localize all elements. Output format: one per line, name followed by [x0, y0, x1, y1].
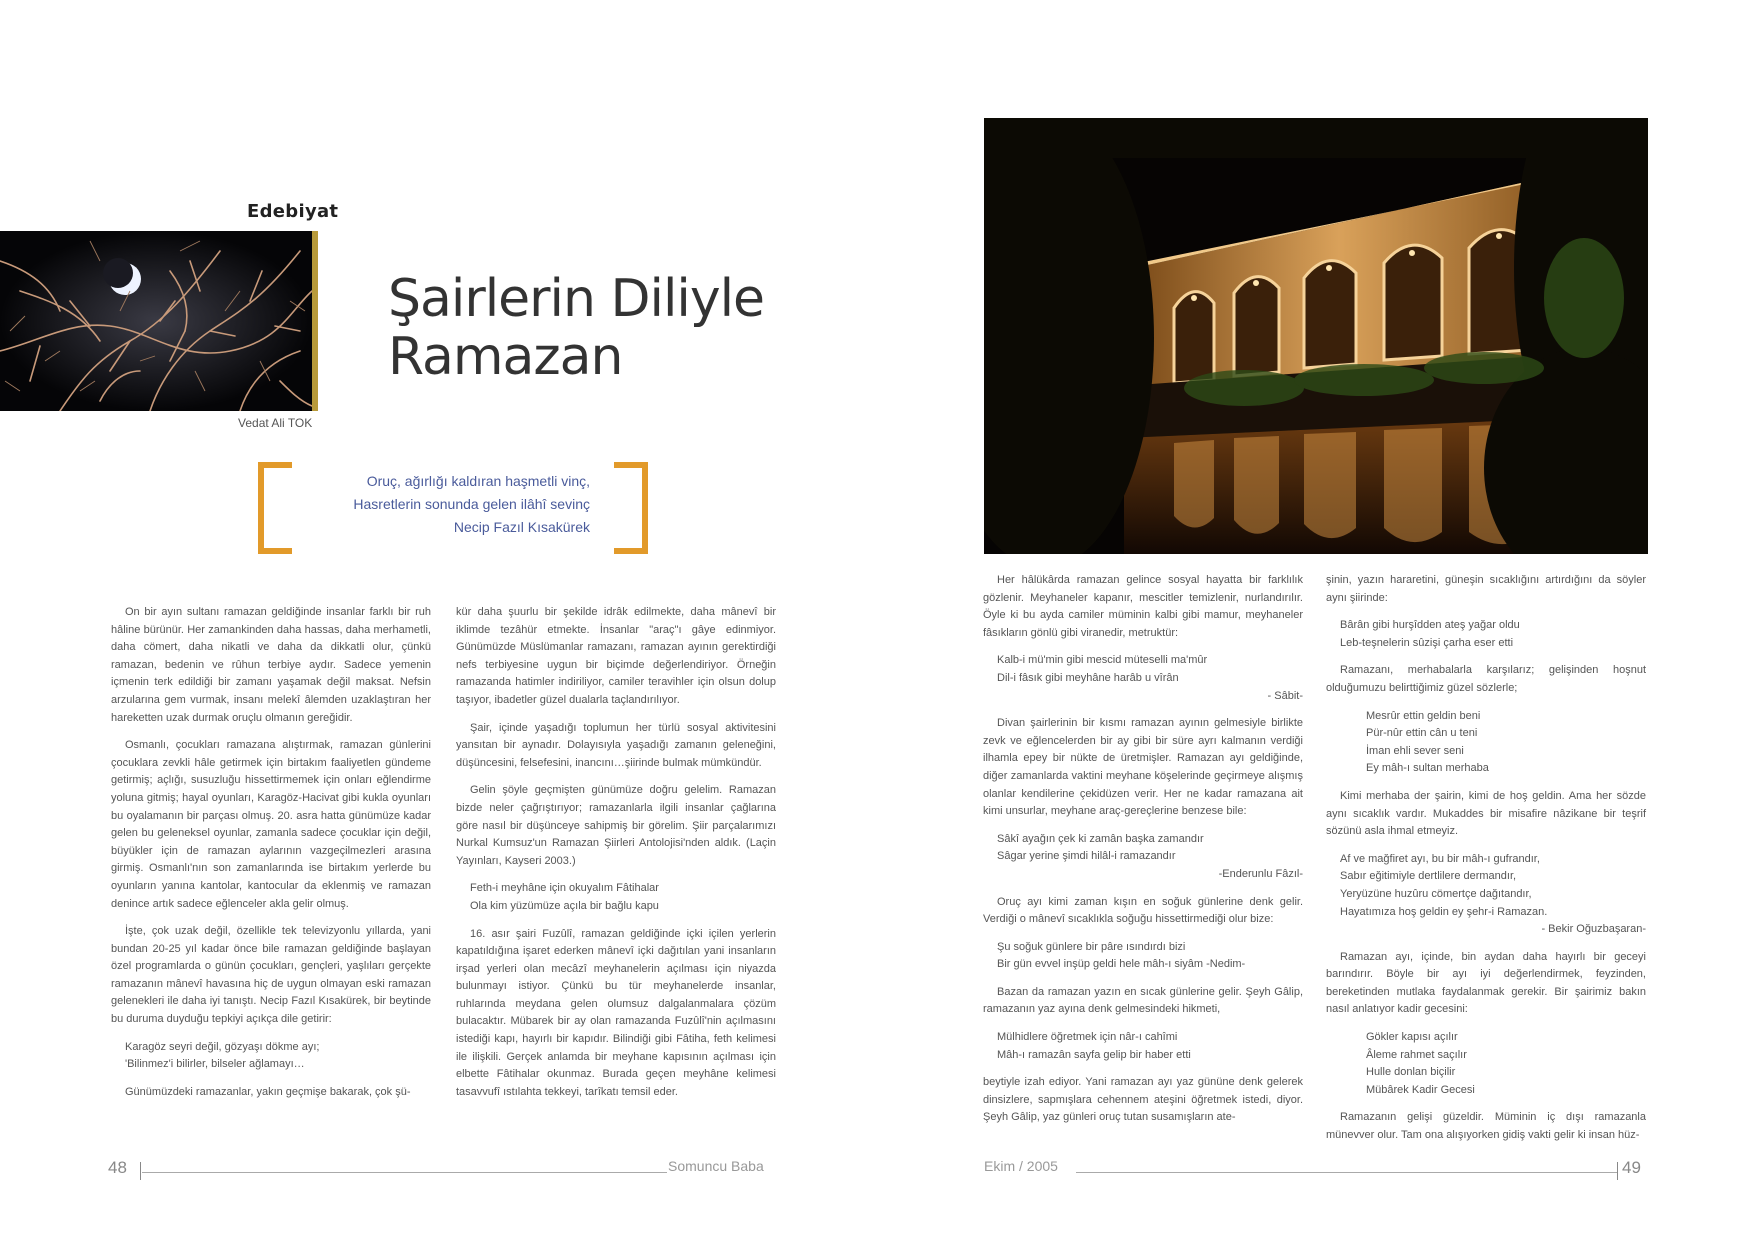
verse-line: İman ehli sever seni — [1366, 744, 1464, 757]
paragraph: Kimi merhaba der şairin, kimi de hoş geldin. Ama her sözde aynı sıcaklık vardır. Mukaddes bir misafire nâzikane bir teşrif sözünü asla ihmal etmeyiz. — [1326, 789, 1646, 838]
quote-attribution: Necip Fazıl Kısakürek — [453, 519, 590, 535]
section-label: Edebiyat — [247, 201, 339, 222]
verse-block — [1326, 708, 1646, 778]
verse-line: Feth-i meyhâne için okuyalım Fâtihalar — [470, 882, 659, 895]
quote-bracket-left — [258, 462, 292, 554]
paragraph: Bazan da ramazan yazın en sıcak günlerine gelir. Şeyh Gâlip, ramazanın yaz ayına denk gelmesindeki hikmeti, — [983, 985, 1303, 1016]
paragraph: On bir ayın sultanı ramazan geldiğinde insanlar farklı bir ruh hâline bürünür. Her zamankinden daha hassas, daha merhametli, daha cömert, daha nikatli ve daha da dikkatli olur, çünkü ramazan, bedenin ve rûhun terbiye aydır. Sadece yemenin içmenin terk edildiği bir zamanı yaşamak değil maksat. Nefsin arzularına gem vurmak, insanı melekî âlemden uzaklaştıran her hareketten uzak durmak oruçlu olmanın gereğidir. — [111, 606, 431, 724]
article-title — [388, 270, 764, 386]
crescent-moon-illustration — [0, 231, 312, 411]
epigraph-quote — [300, 470, 590, 539]
paragraph: Günümüzdeki ramazanlar, yakın geçmişe bakarak, çok şü- — [125, 1085, 411, 1098]
verse-line: Dil-i fâsık gibi meyhâne harâb u vîrân — [997, 671, 1179, 684]
verse-line: Mesrûr ettin geldin beni — [1366, 709, 1481, 722]
quote-line-2: Hasretlerin sonunda gelen ilâhî sevinç — [353, 496, 590, 512]
paragraph: İşte, çok uzak değil, özellikle tek televizyonlu yıllarda, yani bundan 20-25 yıl kadar önce bile ramazan geldiğinde başlayan özel programlarda o günün çocukları, gençleri, yaşlıları gerçekte ramazanın mânevî havasına hiç de uygun olmayan eski ramazan gelenekleri ile daha iyi tanıştı. Necip Fazıl Kısakürek, bir beytinde bu duruma duyduğu tepkiyi açıkça dile getirir: — [111, 925, 431, 1026]
issue-date: Ekim / 2005 — [984, 1158, 1058, 1174]
paragraph: beytiyle izah ediyor. Yani ramazan ayı yaz gününe denk gelerek dinsizlere, sapmışlara cehennem ateşini öğretmek istedi, diyor. Şeyh Gâlip, yaz günleri oruç tutan susamışların ate- — [983, 1076, 1303, 1124]
text-column-4 — [1326, 572, 1646, 1155]
paragraph: kür daha şuurlu bir şekilde idrâk edilmekte, daha mânevî bir iklimde tezâhür etmekte. İnsanlar "araç"ı gâye edinmiyor. Günümüzde Müslümanlar ramazanı, ramazan ayının gerektirdiği nefs terbiyesine uygun bir biçimde değerlendiriyor. Örneğin ramazanda hatimler indiriliyor, camiler teravihler için olsun dolup taşıyor, ibadetler güzel dualarla taçlandırılıyor. — [456, 606, 776, 706]
footer-rule — [1076, 1172, 1617, 1173]
verse-line: Ola kim yüzümüze açıla bir bağlu kapu — [470, 899, 659, 912]
paragraph: Her hâlükârda ramazan gelince sosyal hayatta bir farklılık gözlenir. Meyhaneler kapanır, mescitler temizlenir, nurlandırılır. Öyle ki bu ayda camiler müminin kalbi gibi mamur, meyhaneler fâsıkların gönlü gibi viranedir, metruktür: — [983, 574, 1303, 639]
verse-line: Şu soğuk günlere bir pâre ısındırdı bizi — [997, 940, 1186, 953]
verse-line: Pür-nûr ettin cân u teni — [1366, 727, 1478, 740]
mosque-night-photo — [984, 118, 1648, 554]
paragraph: 16. asır şairi Fuzûlî, ramazan geldiğinde içki içilen yerlerin kapatıldığına işaret ederken mânevî içki dağıtılan yani insanların irşad yerleri olan mecâzî meyhanelerin açılması için niyazda bulunmayı istiyor. Çünkü bu tür meyhanelerde insanlar, ruhlarında meydana gelen olumsuz dalgalanmalara çözüm bulacaktır. Mübarek bir ay olan ramazanda Fuzûlî'nin açılmasını istediği kapı, hayırlı bir kapıdır. Bilindiği gibi Fâtiha, feth kelimesi ile ilişkili. Gerçek anlamda bir meyhane kapısının açılması için elbette Fâtihalar okunmaz. Burada geçen meyhâne kelimesi tasavvufî ıstılahta tekkeyi, tarîkatı temsil eder. — [456, 927, 776, 1098]
verse-line: Karagöz seyri değil, gözyaşı dökme ayı; — [125, 1040, 320, 1053]
verse-line: Af ve mağfiret ayı, bu bir mâh-ı gufrandır, — [1340, 852, 1540, 865]
verse-line: 'Bilinmez'i bilirler, bilseler ağlamayı… — [125, 1058, 305, 1071]
footer-rule — [142, 1172, 667, 1173]
title-line-2: Ramazan — [388, 327, 623, 387]
verse-line: Gökler kapısı açılır — [1366, 1031, 1458, 1044]
verse-block — [1326, 851, 1646, 939]
magazine-name: Somuncu Baba — [668, 1158, 764, 1174]
verse-block — [983, 939, 1303, 974]
paragraph: Şair, içinde yaşadığı toplumun her türlü sosyal aktivitesini yansıtan bir aynadır. Dolayısıyla yaşadığı zamanın geleneğini, düşüncesini, felsefesini, inancını…şiirinde bulmak mümkündür. — [456, 721, 776, 769]
verse-line: Bârân gibi hurşîdden ateş yağar oldu — [1340, 619, 1520, 632]
verse-attribution: - Sâbit- — [1267, 689, 1303, 702]
verse-block — [983, 652, 1303, 705]
footer-divider — [1617, 1162, 1618, 1180]
paragraph: Divan şairlerinin bir kısmı ramazan ayının gelmesiyle birlikte zevk ve eğlencelerden bir ay gibi bir süre ayrı kalmanın verdiği ilhamla epey bir nükte de üretmişler. Ramazan ayı geldiğinde, diğer zamanlarda vaktini meyhane köşelerinde geçirmeye alışmış olanlar kendilerine çekidüzen verir. Her ne kadar ramazana ait kimi unsurlar, meyhane araç-gereçlerine benzese bile: — [983, 717, 1303, 818]
verse-block — [983, 1029, 1303, 1064]
paragraph: Ramazanın gelişi güzeldir. Müminin iç dışı ramazanla münevver olur. Tam ona alışıyorken gidiş vakti gelir ki insan hüz- — [1326, 1111, 1646, 1142]
verse-block — [1326, 617, 1646, 652]
verse-line: Yeryüzüne huzûru cömertçe dağıtandır, — [1340, 887, 1532, 900]
verse-line: Hulle donlan biçilir — [1366, 1066, 1456, 1079]
verse-attribution: -Enderunlu Fâzıl- — [1218, 867, 1303, 880]
paragraph: Osmanlı, çocukları ramazana alıştırmak, ramazan günlerini çocuklara zevkli hâle getirmek için birtakım faaliyetlen gündeme getirmiş; açlığı, susuzluğu hissettirmemek için onları eğlendirme yoluna gitmiş; hayal oyunları, Karagöz-Hacivat gibi kukla oyunları bu oyalamanın bir parçası olmuş. 20. asra hatta günümüze kadar gelen bu geleneksel oyunlar, zamanla sadece çocuklar için değil, büyükler için de ramazan aylarının vazgeçilmezleri arasına girmiş. Osmanlı'nın son zamanlarında ise birtakım yerlerde bu oyunların yanına kantolar, kantocular da eklenmiş ve ramazan denince artık sadece eğlenceler akla gelir olmuş. — [111, 739, 431, 910]
verse-line: Ey mâh-ı sultan merhaba — [1366, 762, 1489, 775]
text-column-2 — [456, 604, 776, 1111]
page-number-left: 48 — [108, 1158, 127, 1177]
paragraph: Ramazan ayı, içinde, bin aydan daha hayırlı bir geceyi barındırır. Böyle bir ayı iyi değerlendirmek, feyzinden, bereketinden mutlaka faydalanmak gerekir. Bir şairimiz bakın nasıl anlatıyor kadir gecesini: — [1326, 950, 1646, 1016]
verse-line: Mübârek Kadir Gecesi — [1366, 1083, 1475, 1096]
verse-line: Âleme rahmet saçılır — [1366, 1048, 1467, 1061]
paragraph: Gelin şöyle geçmişten günümüze doğru gelelim. Ramazan bizde neler çağrıştırıyor; ramazanlarla ilgili insanlar çağlarına göre nasıl bir düşünceye sahipmiş bir görelim. Şiir parçalarımızı Nurkal Kumsuz'un Ramazan Şiirleri Antolojisi'nden aldık. (Laçin Yayınları, Kayseri 2003.) — [456, 784, 776, 867]
verse-line: Kalb-i mü'min gibi mescid müteselli ma'mûr — [997, 654, 1208, 667]
verse-attribution: - Bekir Oğuzbaşaran- — [1541, 923, 1646, 936]
verse-line: Mâh-ı ramazân sayfa gelip bir haber etti — [997, 1048, 1191, 1061]
illuminated-building-illustration — [984, 118, 1648, 554]
text-column-3 — [983, 572, 1303, 1137]
verse-line: Sâgar yerine şimdi hilâl-i ramazandır — [997, 850, 1176, 863]
crescent-moon-photo — [0, 231, 312, 411]
page-number-right: 49 — [1622, 1158, 1641, 1177]
verse-line: Sâkî ayağın çek ki zamân başka zamandır — [997, 832, 1204, 845]
verse-line: Bir gün evvel inşüp geldi hele mâh-ı siyâm -Nedim- — [997, 958, 1246, 971]
footer-divider — [140, 1162, 141, 1180]
text-column-1 — [111, 604, 431, 1111]
author-name: Vedat Ali TOK — [238, 416, 313, 430]
title-line-1: Şairlerin Diliyle — [388, 269, 765, 329]
photo-accent-bar — [312, 231, 318, 411]
paragraph: Ramazanı, merhabalarla karşılarız; gelişinden hoşnut olduğumuzu belirttiğimiz güzel sözlerle; — [1326, 664, 1646, 694]
quote-line-1: Oruç, ağırlığı kaldıran haşmetli vinç, — [366, 473, 590, 489]
verse-block — [111, 1039, 431, 1074]
verse-line: Mülhidlere öğretmek için nâr-ı cahîmi — [997, 1031, 1178, 1044]
paragraph: Oruç ayı kimi zaman kışın en soğuk günlerine denk gelir. Verdiği o mânevî sıcaklıkla soğuğu hissettirmediği olur bize: — [983, 895, 1303, 926]
verse-line: Hayatımıza hoş geldin ey şehr-i Ramazan. — [1340, 905, 1548, 918]
verse-line: Sabır eğitimiyle dertlilere dermandır, — [1340, 870, 1517, 883]
verse-line: Leb-teşnelerin sûzişi çarha eser etti — [1340, 636, 1514, 649]
quote-bracket-right — [614, 462, 648, 554]
verse-block — [456, 880, 776, 915]
verse-block — [1326, 1029, 1646, 1099]
verse-block — [983, 831, 1303, 884]
paragraph: şinin, yazın hararetini, güneşin sıcaklığını artırdığını da söyler aynı şiirinde: — [1326, 574, 1646, 604]
